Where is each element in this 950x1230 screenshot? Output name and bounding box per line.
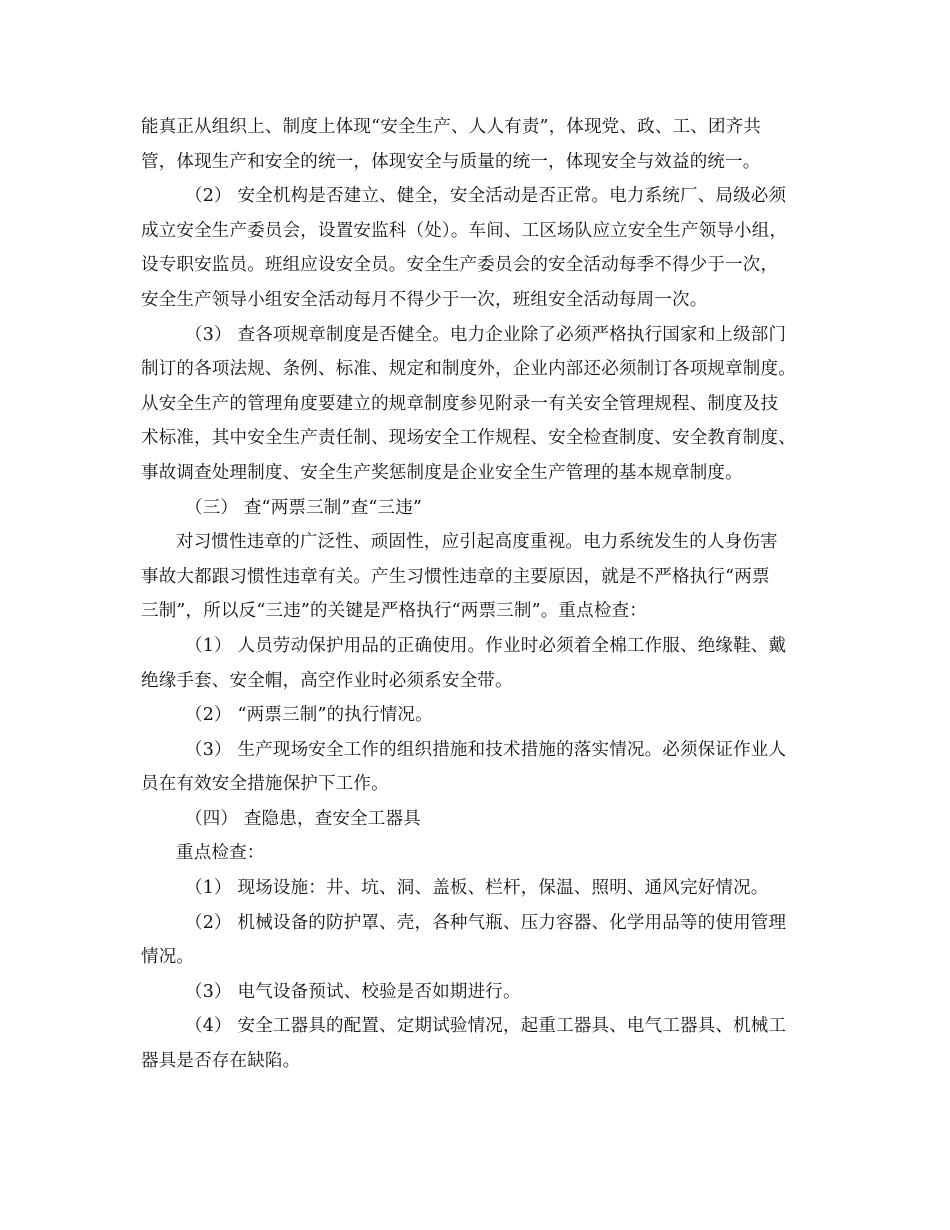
text-line: 事故调查处理制度、安全生产奖惩制度是企业安全生产管理的基本规章制度。 bbox=[141, 462, 743, 483]
text-line: 制订的各项法规、条例、标准、规定和制度外，企业内部还必须制订各项规章制度。 bbox=[141, 359, 796, 380]
text-line: 从安全生产的管理角度要建立的规章制度参见附录一有关安全管理规程、制度及技 bbox=[141, 393, 779, 414]
text-line: 安全生产领导小组安全活动每月不得少于一次，班组安全活动每周一次。 bbox=[141, 289, 708, 310]
text-line: （3） 生产现场安全工作的组织措施和技术措施的落实情况。必须保证作业人 bbox=[185, 739, 787, 760]
text-line: 员在有效安全措施保护下工作。 bbox=[141, 774, 389, 795]
text-line: 情况。 bbox=[141, 947, 195, 968]
text-line: 绝缘手套、安全帽，高空作业时必须系安全带。 bbox=[141, 670, 513, 691]
text-line: 事故大都跟习惯性违章有关。产生习惯性违章的主要原因，就是不严格执行“两票 bbox=[141, 566, 770, 587]
text-line: （2） 安全机构是否建立、健全，安全活动是否正常。电力系统厂、局级必须 bbox=[185, 186, 787, 207]
text-line: （3） 查各项规章制度是否健全。电力企业除了必须严格执行国家和上级部门 bbox=[185, 324, 787, 345]
text-line: 管，体现生产和安全的统一，体现安全与质量的统一，体现安全与效益的统一。 bbox=[141, 151, 761, 172]
text-line: （1） 人员劳动保护用品的正确使用。作业时必须着全棉工作服、绝缘鞋、戴 bbox=[185, 635, 787, 656]
section-heading: （三） 查“两票三制”查“三违” bbox=[185, 497, 423, 518]
text-line: 成立安全生产委员会，设置安监科（处）。车间、工区场队应立安全生产领导小组， bbox=[141, 220, 788, 241]
text-line: 三制”，所以反“三违”的关键是严格执行“两票三制”。重点检查： bbox=[141, 601, 647, 622]
text-line: （2） “两票三制”的执行情况。 bbox=[185, 705, 433, 726]
text-line: 器具是否存在缺陷。 bbox=[141, 1051, 301, 1072]
text-line: 重点检查： bbox=[176, 843, 265, 864]
text-line: （3） 电气设备预试、校验是否如期进行。 bbox=[185, 981, 521, 1002]
text-line: 设专职安监员。班组应设安全员。安全生产委员会的安全活动每季不得少于一次， bbox=[141, 255, 779, 276]
text-line: （1） 现场设施：井、坑、洞、盖板、栏杆，保温、照明、通风完好情况。 bbox=[185, 878, 769, 899]
text-line: （2） 机械设备的防护罩、壳，各种气瓶、压力容器、化学用品等的使用管理 bbox=[185, 912, 787, 933]
text-line: 术标准，其中安全生产责任制、现场安全工作规程、安全检查制度、安全教育制度、 bbox=[141, 428, 796, 449]
text-line: 对习惯性违章的广泛性、顽固性，应引起高度重视。电力系统发生的人身伤害 bbox=[176, 532, 778, 553]
text-line: （4） 安全工器具的配置、定期试验情况，起重工器具、电气工器具、机械工 bbox=[185, 1016, 787, 1037]
text-line: 能真正从组织上、制度上体现“安全生产、人人有责”，体现党、政、工、团齐共 bbox=[141, 117, 762, 137]
document-body bbox=[141, 110, 823, 1079]
section-heading: （四） 查隐患，查安全工器具 bbox=[185, 808, 421, 829]
